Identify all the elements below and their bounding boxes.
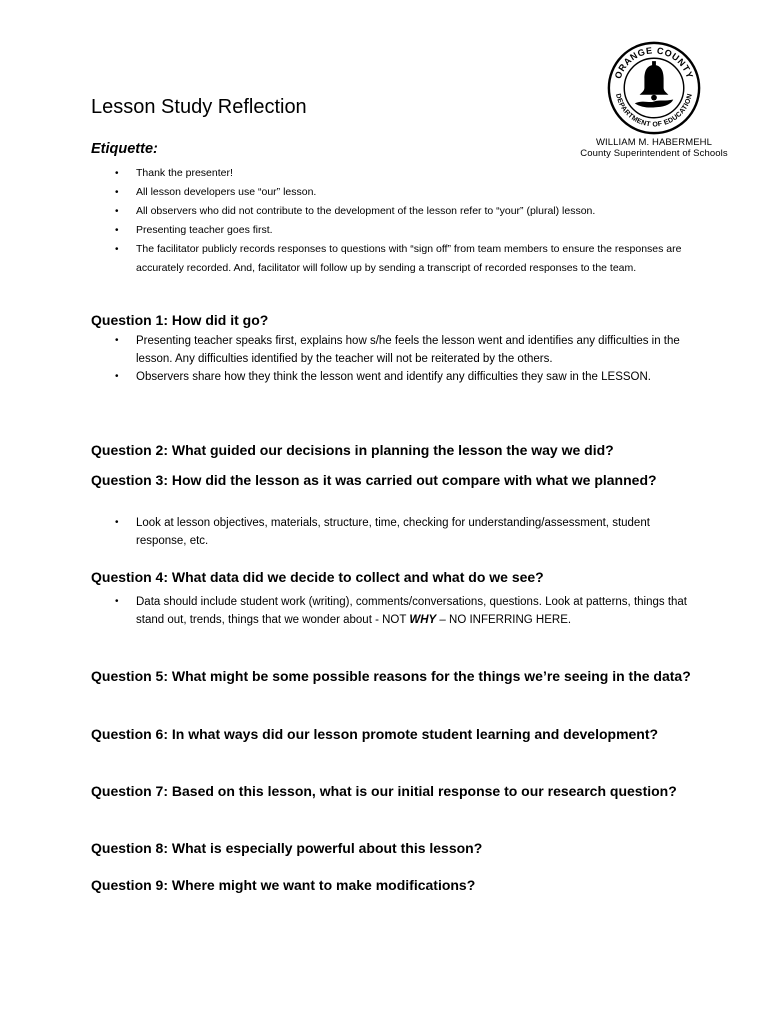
question-5-heading: Question 5: What might be some possible reasons for the things we’re seeing in the data?: [91, 668, 691, 684]
superintendent-title: County Superintendent of Schools: [580, 148, 728, 159]
list-item: • Data should include student work (writing), comments/conversations, questions. Look at patterns, things that stand out, trends, things that we wonder about - NOT WHY – NO INFERRING HERE.: [91, 593, 691, 629]
etiquette-heading: Etiquette:: [91, 141, 158, 157]
question-7-heading: Question 7: Based on this lesson, what is our initial response to our research question?: [91, 783, 677, 799]
superintendent-name: WILLIAM M. HABERMEHL: [595, 137, 713, 148]
emphasis-why: WHY: [409, 614, 437, 626]
question-2-heading: Question 2: What guided our decisions in planning the lesson the way we did?: [91, 442, 614, 458]
question-6-heading: Question 6: In what ways did our lesson promote student learning and development?: [91, 726, 659, 742]
svg-text:DEPARTMENT OF EDUCATION: DEPARTMENT OF EDUCATION: [614, 92, 694, 129]
list-item: • Thank the presenter!: [91, 164, 691, 183]
question-4-list: [91, 593, 691, 629]
list-item: • All observers who did not contribute to the development of the lesson refer to “your” (plural) lesson.: [91, 202, 691, 221]
question-9-heading: Question 9: Where might we want to make modifications?: [91, 877, 476, 893]
bullet-icon: •: [115, 335, 119, 346]
bullet-icon: •: [115, 371, 119, 382]
bullet-icon: •: [115, 206, 119, 217]
question-3-heading: Question 3: How did the lesson as it was carried out compare with what we planned?: [91, 472, 657, 488]
page-title: Lesson Study Reflection: [91, 96, 307, 118]
list-item: • Presenting teacher goes first.: [91, 221, 691, 240]
question-1-heading: Question 1: How did it go?: [91, 312, 269, 328]
county-seal-logo: [606, 40, 702, 136]
list-item: • All lesson developers use “our” lesson.: [91, 183, 691, 202]
etiquette-list: [91, 164, 691, 278]
bullet-icon: •: [115, 517, 119, 528]
question-8-heading: Question 8: What is especially powerful about this lesson?: [91, 840, 483, 856]
list-item: • Observers share how they think the lesson went and identify any difficulties they saw in the LESSON.: [91, 368, 691, 386]
question-1-list: [91, 332, 691, 386]
list-item: • Presenting teacher speaks first, explains how s/he feels the lesson went and identifies any difficulties in the lesson. Any difficulties identified by the teacher will not be reiterated by the others.: [91, 332, 691, 368]
list-item: • The facilitator publicly records responses to questions with “sign off” from team members to ensure the responses are accurately recorded. And, facilitator will follow up by sending a transcript of recorded responses to the team.: [91, 240, 691, 278]
question-3-list: [91, 514, 691, 550]
bullet-icon: •: [115, 225, 119, 236]
bullet-icon: •: [115, 244, 119, 255]
bullet-icon: •: [115, 596, 119, 607]
superintendent-caption: [574, 137, 734, 159]
bullet-icon: •: [115, 187, 119, 198]
svg-text:ORANGE COUNTY: ORANGE COUNTY: [612, 45, 696, 81]
bullet-icon: •: [115, 168, 119, 179]
question-4-heading: Question 4: What data did we decide to collect and what do we see?: [91, 569, 544, 585]
list-item: • Look at lesson objectives, materials, structure, time, checking for understanding/assessment, student response, etc.: [91, 514, 691, 550]
